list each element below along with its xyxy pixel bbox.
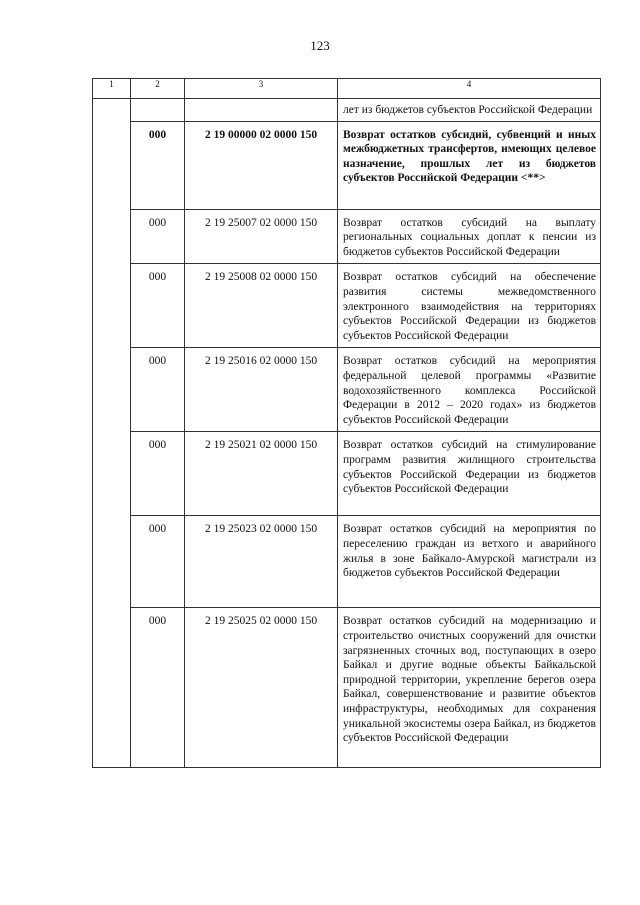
kbk-code: 2 19 25007 02 0000 150 <box>185 209 338 264</box>
admin-code: 000 <box>131 121 185 209</box>
table-cell <box>185 99 338 122</box>
table-row <box>93 432 601 516</box>
kbk-code: 2 19 00000 02 0000 150 <box>185 121 338 209</box>
table-row <box>93 264 601 348</box>
kbk-code: 2 19 25016 02 0000 150 <box>185 348 338 432</box>
row-description: Возврат остатков субсидий, субвенций и иных межбюджетных трансфертов, имеющих целевое назначение, прошлых лет из бюджетов субъектов Российской Федерации <**> <box>338 121 601 209</box>
table-cell <box>131 99 185 122</box>
row-description: Возврат остатков субсидий на модернизацию и строительство очистных сооружений для очистки загрязненных сточных вод, поступающих в озеро Байкал и другие водные объекты Байкальской природной территории, укрепление берегов озера Байкал, совершенствование и развитие объектов инфраструктуры, необходимых для сохранения уникальной экосистемы озера Байкал, из бюджетов субъектов Российской Федерации <box>338 608 601 768</box>
admin-code: 000 <box>131 516 185 608</box>
table-row <box>93 209 601 264</box>
row-description: Возврат остатков субсидий на мероприятия по переселению граждан из ветхого и аварийного жилья в зоне Байкало-Амурской магистрали из бюджетов субъектов Российской Федерации <box>338 516 601 608</box>
kbk-code: 2 19 25008 02 0000 150 <box>185 264 338 348</box>
row-description: Возврат остатков субсидий на обеспечение развития системы межведомственного электронного взаимодействия на территориях субъектов Российской Федерации из бюджетов субъектов Российской Федерации <box>338 264 601 348</box>
kbk-code: 2 19 25021 02 0000 150 <box>185 432 338 516</box>
column-header-row <box>93 79 601 99</box>
continuation-row <box>93 99 601 122</box>
continuation-text: лет из бюджетов субъектов Российской Федерации <box>338 99 601 122</box>
admin-code: 000 <box>131 432 185 516</box>
budget-codes-table <box>92 78 601 768</box>
row-description: Возврат остатков субсидий на стимулирование программ развития жилищного строительства субъектов Российской Федерации из бюджетов субъектов Российской Федерации <box>338 432 601 516</box>
row-description: Возврат остатков субсидий на мероприятия федеральной целевой программы «Развитие водохозяйственного комплекса Российской Федерации в 2012 – 2020 годах» из бюджетов субъектов Российской Федерации <box>338 348 601 432</box>
page-number: 123 <box>310 38 330 53</box>
empty-column-1 <box>93 99 131 768</box>
kbk-code: 2 19 25023 02 0000 150 <box>185 516 338 608</box>
table-row <box>93 608 601 768</box>
admin-code: 000 <box>131 348 185 432</box>
column-header: 3 <box>185 79 338 99</box>
admin-code: 000 <box>131 264 185 348</box>
row-description: Возврат остатков субсидий на выплату региональных социальных доплат к пенсии из бюджетов субъектов Российской Федерации <box>338 209 601 264</box>
kbk-code: 2 19 25025 02 0000 150 <box>185 608 338 768</box>
column-header: 2 <box>131 79 185 99</box>
admin-code: 000 <box>131 608 185 768</box>
table-row <box>93 516 601 608</box>
table-row <box>93 121 601 209</box>
table-row <box>93 348 601 432</box>
column-header: 1 <box>93 79 131 99</box>
column-header: 4 <box>338 79 601 99</box>
admin-code: 000 <box>131 209 185 264</box>
